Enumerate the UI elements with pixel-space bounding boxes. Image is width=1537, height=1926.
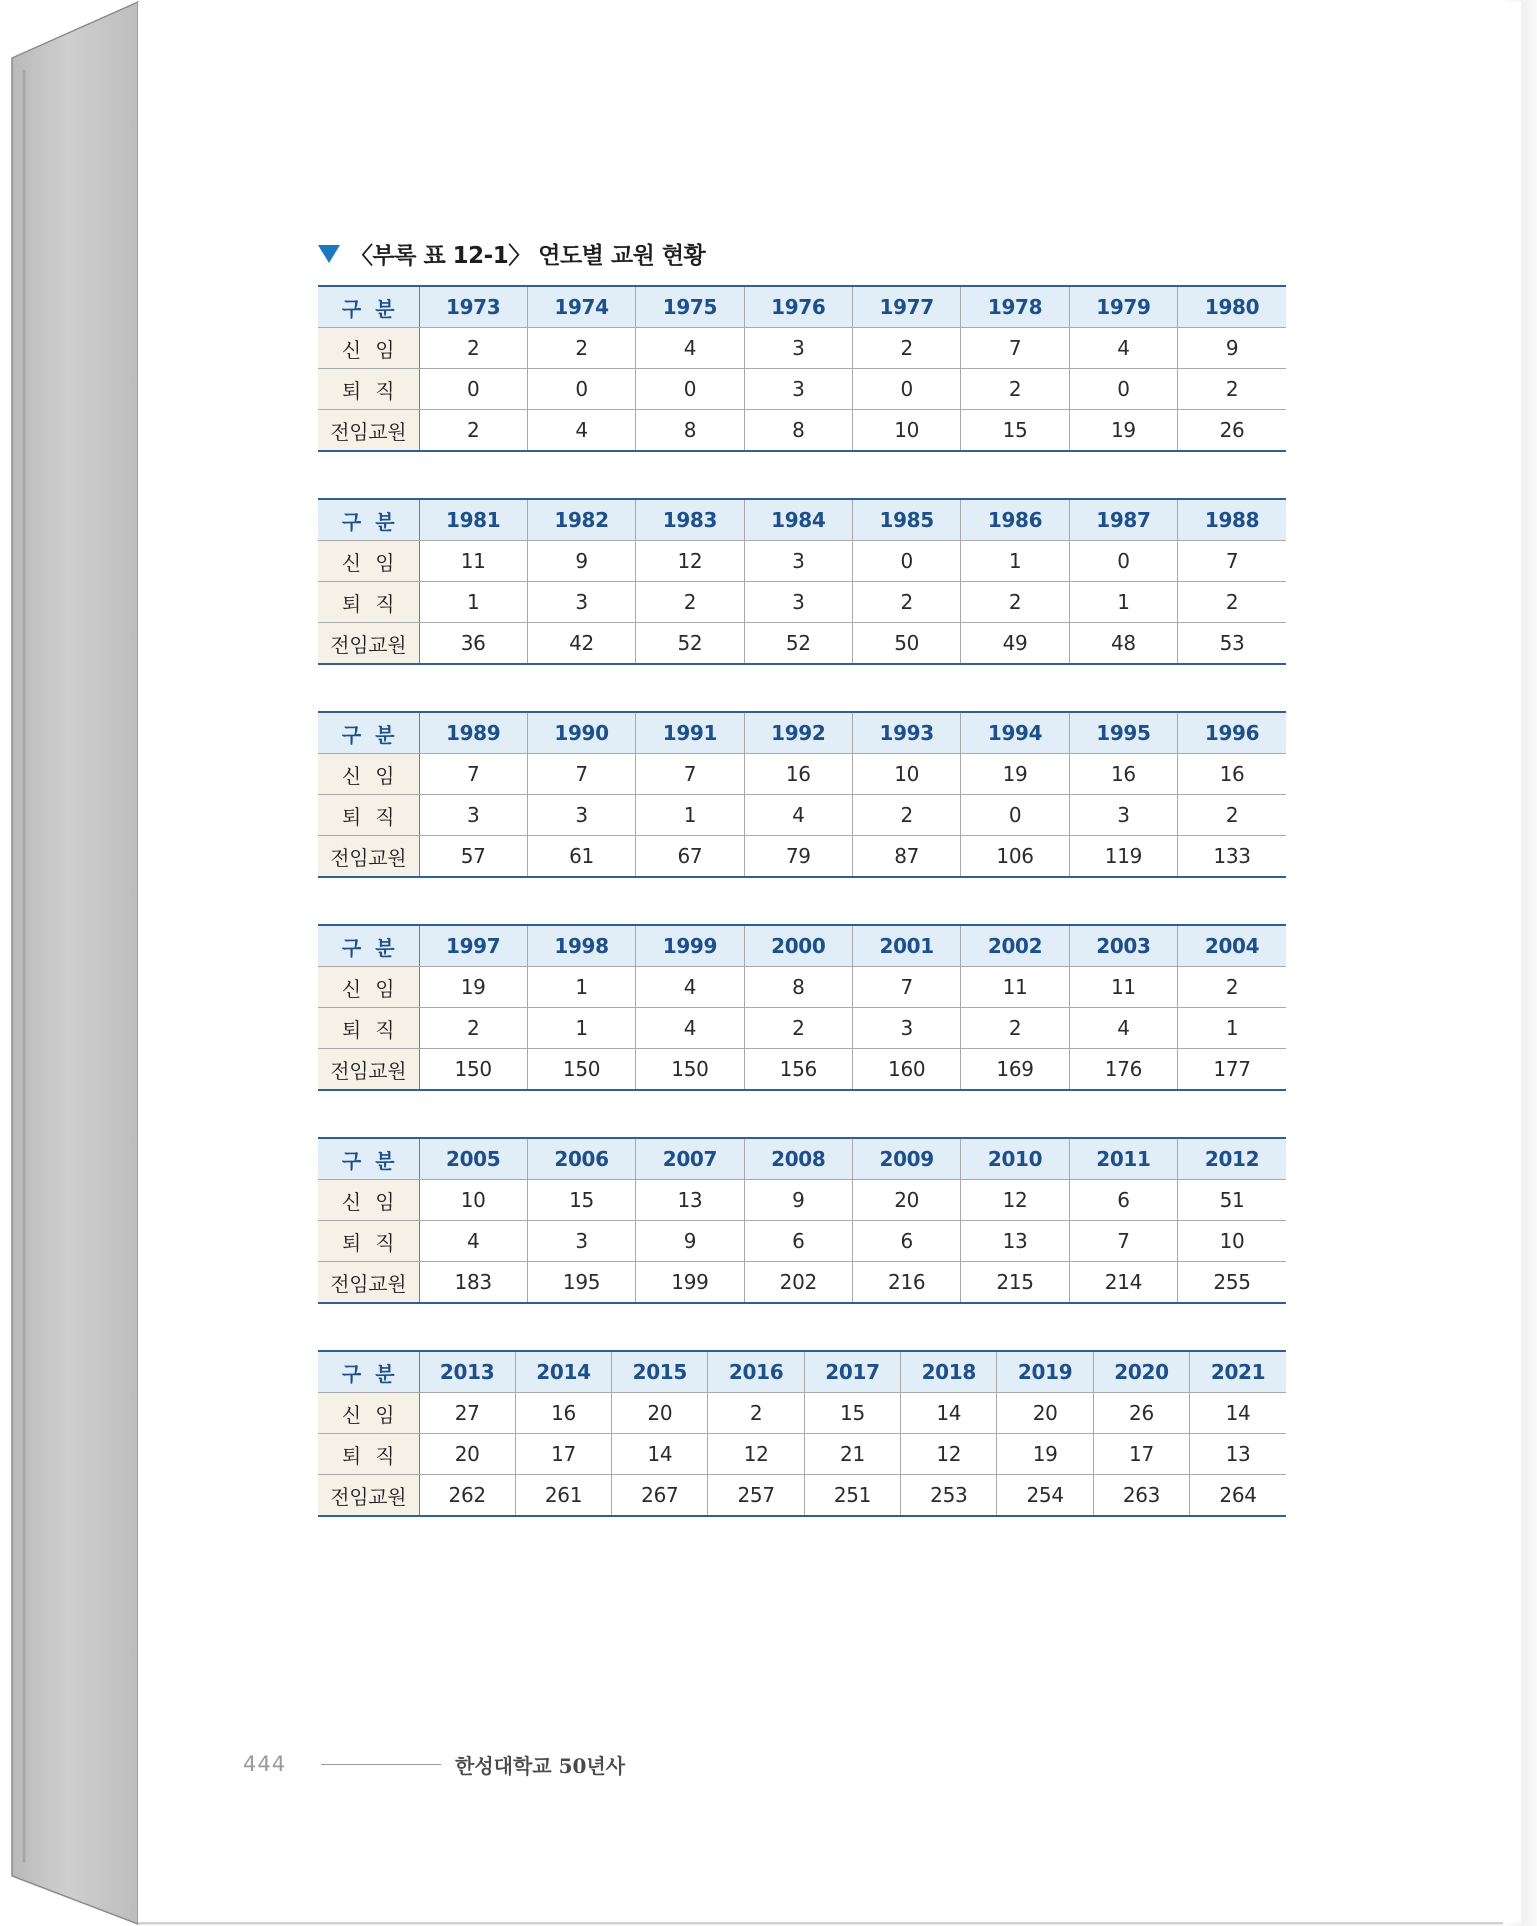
table-cell: 264	[1190, 1475, 1286, 1517]
table-cell: 16	[1178, 754, 1286, 795]
table-cell: 0	[1069, 369, 1177, 410]
row-label: 전임교원	[318, 623, 419, 665]
year-header-cell: 2015	[612, 1351, 708, 1393]
table-row-header	[318, 925, 1286, 967]
table-cell: 12	[901, 1434, 997, 1475]
table-cell: 10	[1178, 1221, 1286, 1262]
year-header-cell: 2017	[804, 1351, 900, 1393]
table-row-fulltime	[318, 836, 1286, 878]
row-label: 신임	[318, 1180, 419, 1221]
year-header-cell: 1980	[1178, 286, 1286, 328]
table-cell: 36	[419, 623, 527, 665]
row-label: 구분	[318, 925, 419, 967]
table-cell: 19	[961, 754, 1069, 795]
year-header-cell: 1974	[527, 286, 635, 328]
table-cell: 8	[744, 410, 852, 452]
table-row-fulltime	[318, 1049, 1286, 1091]
table-cell: 257	[708, 1475, 804, 1517]
row-label: 신임	[318, 1393, 419, 1434]
table-cell: 2	[853, 582, 961, 623]
faculty-table	[318, 285, 1286, 452]
year-header-cell: 1986	[961, 499, 1069, 541]
table-cell: 1	[1178, 1008, 1286, 1049]
table-cell: 106	[961, 836, 1069, 878]
table-cell: 2	[1178, 967, 1286, 1008]
table-cell: 6	[744, 1221, 852, 1262]
table-cell: 3	[744, 328, 852, 369]
table-cell: 133	[1178, 836, 1286, 878]
year-header-cell: 1975	[636, 286, 744, 328]
table-row-retired	[318, 1434, 1286, 1475]
year-header-cell: 1984	[744, 499, 852, 541]
year-header-cell: 2012	[1178, 1138, 1286, 1180]
table-cell: 1	[1069, 582, 1177, 623]
table-cell: 3	[853, 1008, 961, 1049]
row-label: 구분	[318, 712, 419, 754]
table-cell: 4	[419, 1221, 527, 1262]
table-cell: 87	[853, 836, 961, 878]
faculty-table	[318, 498, 1286, 665]
table-cell: 261	[515, 1475, 611, 1517]
year-header-cell: 1983	[636, 499, 744, 541]
table-cell: 20	[997, 1393, 1093, 1434]
table-cell: 15	[804, 1393, 900, 1434]
table-cell: 2	[708, 1393, 804, 1434]
table-cell: 216	[853, 1262, 961, 1304]
table-cell: 199	[636, 1262, 744, 1304]
year-header-cell: 1998	[527, 925, 635, 967]
table-cell: 79	[744, 836, 852, 878]
table-cell: 3	[419, 795, 527, 836]
table-row-header	[318, 1138, 1286, 1180]
table-cell: 16	[515, 1393, 611, 1434]
table-cell: 13	[961, 1221, 1069, 1262]
footer-rule	[321, 1764, 441, 1765]
table-cell: 2	[853, 328, 961, 369]
table-cell: 7	[636, 754, 744, 795]
year-header-cell: 2008	[744, 1138, 852, 1180]
table-cell: 7	[1069, 1221, 1177, 1262]
row-label: 구분	[318, 1351, 419, 1393]
table-cell: 26	[1093, 1393, 1189, 1434]
row-label: 퇴직	[318, 369, 419, 410]
table-cell: 1	[527, 1008, 635, 1049]
year-header-cell: 2016	[708, 1351, 804, 1393]
table-cell: 4	[1069, 328, 1177, 369]
table-cell: 0	[853, 541, 961, 582]
table-row-new	[318, 1180, 1286, 1221]
table-cell: 61	[527, 836, 635, 878]
year-header-cell: 2021	[1190, 1351, 1286, 1393]
table-title	[318, 236, 705, 270]
table-cell: 0	[853, 369, 961, 410]
table-cell: 150	[527, 1049, 635, 1091]
table-cell: 251	[804, 1475, 900, 1517]
table-cell: 2	[419, 328, 527, 369]
table-cell: 20	[612, 1393, 708, 1434]
year-header-cell: 1976	[744, 286, 852, 328]
table-cell: 53	[1178, 623, 1286, 665]
table-cell: 1	[636, 795, 744, 836]
table-cell: 253	[901, 1475, 997, 1517]
year-header-cell: 2005	[419, 1138, 527, 1180]
page-number: 444	[243, 1752, 287, 1776]
table-row-retired	[318, 1008, 1286, 1049]
triangle-down-icon	[318, 245, 340, 263]
table-cell: 119	[1069, 836, 1177, 878]
row-label: 전임교원	[318, 1049, 419, 1091]
table-cell: 267	[612, 1475, 708, 1517]
table-cell: 2	[961, 1008, 1069, 1049]
year-header-cell: 2009	[853, 1138, 961, 1180]
table-cell: 2	[1178, 582, 1286, 623]
year-header-cell: 2020	[1093, 1351, 1189, 1393]
table-cell: 1	[419, 582, 527, 623]
row-label: 신임	[318, 541, 419, 582]
table-cell: 4	[636, 967, 744, 1008]
year-header-cell: 2002	[961, 925, 1069, 967]
table-cell: 42	[527, 623, 635, 665]
table-cell: 49	[961, 623, 1069, 665]
table-cell: 176	[1069, 1049, 1177, 1091]
table-cell: 2	[419, 410, 527, 452]
row-label: 구분	[318, 1138, 419, 1180]
table-cell: 8	[744, 967, 852, 1008]
table-cell: 14	[1190, 1393, 1286, 1434]
table-row-retired	[318, 582, 1286, 623]
table-cell: 214	[1069, 1262, 1177, 1304]
year-header-cell: 2006	[527, 1138, 635, 1180]
table-row-header	[318, 499, 1286, 541]
year-header-cell: 2014	[515, 1351, 611, 1393]
table-cell: 15	[961, 410, 1069, 452]
year-header-cell: 1979	[1069, 286, 1177, 328]
year-header-cell: 1997	[419, 925, 527, 967]
table-cell: 13	[636, 1180, 744, 1221]
table-cell: 202	[744, 1262, 852, 1304]
table-cell: 3	[527, 582, 635, 623]
year-header-cell: 2001	[853, 925, 961, 967]
table-cell: 11	[961, 967, 1069, 1008]
table-cell: 2	[419, 1008, 527, 1049]
table-row-header	[318, 1351, 1286, 1393]
table-row-new	[318, 1393, 1286, 1434]
table-cell: 48	[1069, 623, 1177, 665]
table-cell: 183	[419, 1262, 527, 1304]
table-row-new	[318, 328, 1286, 369]
year-header-cell: 2010	[961, 1138, 1069, 1180]
year-header-cell: 1973	[419, 286, 527, 328]
table-cell: 15	[527, 1180, 635, 1221]
table-cell: 262	[419, 1475, 515, 1517]
table-row-fulltime	[318, 410, 1286, 452]
table-row-header	[318, 286, 1286, 328]
table-cell: 10	[419, 1180, 527, 1221]
table-cell: 26	[1178, 410, 1286, 452]
table-cell: 19	[997, 1434, 1093, 1475]
table-cell: 2	[961, 582, 1069, 623]
year-header-cell: 1985	[853, 499, 961, 541]
table-cell: 4	[636, 328, 744, 369]
faculty-table	[318, 711, 1286, 878]
year-header-cell: 2004	[1178, 925, 1286, 967]
year-header-cell: 1978	[961, 286, 1069, 328]
table-cell: 52	[744, 623, 852, 665]
row-label: 전임교원	[318, 1475, 419, 1517]
table-cell: 57	[419, 836, 527, 878]
faculty-table	[318, 1137, 1286, 1304]
row-label: 퇴직	[318, 1434, 419, 1475]
year-header-cell: 1982	[527, 499, 635, 541]
row-label: 퇴직	[318, 1221, 419, 1262]
table-cell: 169	[961, 1049, 1069, 1091]
table-cell: 8	[636, 410, 744, 452]
table-cell: 3	[744, 582, 852, 623]
row-label: 신임	[318, 967, 419, 1008]
table-cell: 1	[527, 967, 635, 1008]
table-cell: 3	[744, 541, 852, 582]
table-row-fulltime	[318, 623, 1286, 665]
row-label: 전임교원	[318, 836, 419, 878]
table-cell: 17	[515, 1434, 611, 1475]
year-header-cell: 1989	[419, 712, 527, 754]
table-cell: 7	[961, 328, 1069, 369]
table-cell: 150	[636, 1049, 744, 1091]
page-footer	[243, 1748, 625, 1780]
year-header-cell: 1993	[853, 712, 961, 754]
faculty-table	[318, 1350, 1286, 1517]
table-row-new	[318, 754, 1286, 795]
table-cell: 2	[1178, 795, 1286, 836]
year-header-cell: 1987	[1069, 499, 1177, 541]
table-cell: 12	[636, 541, 744, 582]
table-cell: 4	[1069, 1008, 1177, 1049]
table-cell: 67	[636, 836, 744, 878]
table-cell: 3	[1069, 795, 1177, 836]
year-header-cell: 1981	[419, 499, 527, 541]
table-cell: 2	[853, 795, 961, 836]
table-cell: 51	[1178, 1180, 1286, 1221]
table-cell: 0	[1069, 541, 1177, 582]
row-label: 구분	[318, 499, 419, 541]
table-cell: 3	[744, 369, 852, 410]
row-label: 구분	[318, 286, 419, 328]
year-header-cell: 1977	[853, 286, 961, 328]
table-cell: 2	[961, 369, 1069, 410]
table-cell: 0	[636, 369, 744, 410]
row-label: 퇴직	[318, 795, 419, 836]
year-header-cell: 2007	[636, 1138, 744, 1180]
table-cell: 14	[901, 1393, 997, 1434]
table-cell: 7	[1178, 541, 1286, 582]
table-cell: 9	[636, 1221, 744, 1262]
faculty-table	[318, 924, 1286, 1091]
table-cell: 2	[744, 1008, 852, 1049]
table-cell: 14	[612, 1434, 708, 1475]
table-row-new	[318, 967, 1286, 1008]
table-cell: 16	[744, 754, 852, 795]
table-row-retired	[318, 369, 1286, 410]
table-cell: 177	[1178, 1049, 1286, 1091]
table-cell: 9	[527, 541, 635, 582]
table-cell: 7	[527, 754, 635, 795]
table-cell: 3	[527, 1221, 635, 1262]
table-cell: 1	[961, 541, 1069, 582]
table-cell: 16	[1069, 754, 1177, 795]
row-label: 전임교원	[318, 1262, 419, 1304]
table-row-fulltime	[318, 1262, 1286, 1304]
table-cell: 215	[961, 1262, 1069, 1304]
table-cell: 0	[961, 795, 1069, 836]
table-cell: 4	[744, 795, 852, 836]
year-header-cell: 2019	[997, 1351, 1093, 1393]
table-cell: 2	[636, 582, 744, 623]
table-cell: 50	[853, 623, 961, 665]
table-cell: 20	[419, 1434, 515, 1475]
table-cell: 255	[1178, 1262, 1286, 1304]
year-header-cell: 2011	[1069, 1138, 1177, 1180]
table-cell: 2	[527, 328, 635, 369]
table-cell: 11	[1069, 967, 1177, 1008]
table-cell: 19	[419, 967, 527, 1008]
table-cell: 10	[853, 754, 961, 795]
row-label: 신임	[318, 754, 419, 795]
table-row-retired	[318, 795, 1286, 836]
table-cell: 20	[853, 1180, 961, 1221]
table-cell: 13	[1190, 1434, 1286, 1475]
book-title: 한성대학교 50년사	[455, 1753, 626, 1778]
table-cell: 263	[1093, 1475, 1189, 1517]
table-cell: 160	[853, 1049, 961, 1091]
table-cell: 6	[853, 1221, 961, 1262]
table-row-header	[318, 712, 1286, 754]
table-cell: 150	[419, 1049, 527, 1091]
table-cell: 10	[853, 410, 961, 452]
table-cell: 7	[853, 967, 961, 1008]
table-row-fulltime	[318, 1475, 1286, 1517]
table-cell: 12	[708, 1434, 804, 1475]
year-header-cell: 1992	[744, 712, 852, 754]
row-label: 신임	[318, 328, 419, 369]
table-cell: 19	[1069, 410, 1177, 452]
table-cell: 2	[1178, 369, 1286, 410]
table-cell: 11	[419, 541, 527, 582]
table-cell: 0	[527, 369, 635, 410]
year-header-cell: 1988	[1178, 499, 1286, 541]
table-cell: 21	[804, 1434, 900, 1475]
table-title-text: 〈부록 표 12-1〉 연도별 교원 현황	[350, 242, 706, 269]
year-header-cell: 1999	[636, 925, 744, 967]
table-cell: 195	[527, 1262, 635, 1304]
year-header-cell: 2003	[1069, 925, 1177, 967]
year-header-cell: 2018	[901, 1351, 997, 1393]
table-cell: 4	[636, 1008, 744, 1049]
table-cell: 9	[1178, 328, 1286, 369]
year-header-cell: 2000	[744, 925, 852, 967]
year-header-cell: 2013	[419, 1351, 515, 1393]
table-cell: 3	[527, 795, 635, 836]
table-cell: 17	[1093, 1434, 1189, 1475]
table-row-retired	[318, 1221, 1286, 1262]
year-header-cell: 1996	[1178, 712, 1286, 754]
row-label: 전임교원	[318, 410, 419, 452]
table-cell: 0	[419, 369, 527, 410]
table-cell: 9	[744, 1180, 852, 1221]
table-cell: 52	[636, 623, 744, 665]
year-header-cell: 1990	[527, 712, 635, 754]
table-cell: 12	[961, 1180, 1069, 1221]
table-row-new	[318, 541, 1286, 582]
year-header-cell: 1991	[636, 712, 744, 754]
year-header-cell: 1994	[961, 712, 1069, 754]
row-label: 퇴직	[318, 582, 419, 623]
year-header-cell: 1995	[1069, 712, 1177, 754]
table-cell: 156	[744, 1049, 852, 1091]
table-cell: 254	[997, 1475, 1093, 1517]
table-cell: 6	[1069, 1180, 1177, 1221]
table-cell: 4	[527, 410, 635, 452]
table-cell: 27	[419, 1393, 515, 1434]
table-cell: 7	[419, 754, 527, 795]
row-label: 퇴직	[318, 1008, 419, 1049]
